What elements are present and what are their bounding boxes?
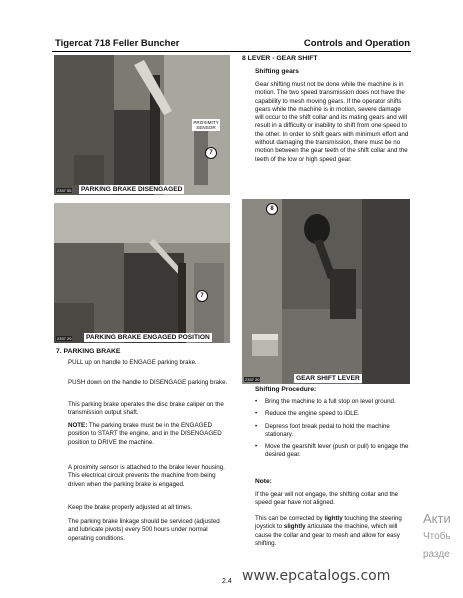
photo-image bbox=[242, 199, 410, 384]
parking-brake-disengage: PUSH down on the handle to DISENGAGE parking brake. bbox=[68, 379, 228, 386]
callout-7: 7 bbox=[196, 290, 208, 302]
brake-service-text: The parking brake linkage should be serviced (adjusted and lubricate pivots) every 500 hours under normal operating conditions. bbox=[68, 518, 220, 542]
note-label: Note: bbox=[255, 478, 272, 485]
parking-brake-engage: PULL up on handle to ENGAGE parking brake. bbox=[68, 359, 197, 366]
step-item: • Depress foot break pedal to hold the machine stationary. bbox=[254, 423, 414, 440]
figure-caption: PARKING BRAKE ENGAGED POSITION bbox=[86, 334, 210, 341]
brake-adjust-text: Keep the brake properly adjusted at all times. bbox=[68, 504, 193, 511]
note-text: The parking brake must be in the ENGAGED position to START the engine, and in the DISENGAGED position to DRIVE the machine. bbox=[68, 422, 222, 446]
callout-8: 8 bbox=[266, 203, 278, 215]
callout-7: 7 bbox=[205, 147, 217, 159]
gear-correction-text bbox=[255, 515, 413, 548]
header-divider bbox=[52, 51, 411, 52]
figure-code: 2337 20 bbox=[57, 336, 72, 341]
shifting-steps bbox=[254, 398, 414, 464]
shifting-procedure-title: Shifting Procedure: bbox=[255, 386, 317, 393]
step-item: • Bring the machine to a full stop on level ground. bbox=[254, 398, 414, 406]
section-7-title: 7. PARKING BRAKE bbox=[56, 348, 121, 355]
correction-part: articulate the machine, which will cause the collar and gear to mesh and allow for easy shifting. bbox=[255, 523, 400, 547]
note-label: NOTE: bbox=[68, 422, 88, 429]
photo-image bbox=[54, 203, 230, 343]
proximity-sensor-label: PROXIMITY SENSOR bbox=[193, 120, 219, 130]
watermark-line2: Чтобь bbox=[423, 531, 451, 542]
photo-parking-brake-engaged bbox=[54, 203, 230, 343]
page-number: 2.4 bbox=[222, 578, 232, 585]
step-item: • Move the gearshift lever (push or pull) to engage the desired gear. bbox=[254, 443, 414, 460]
proximity-sensor-text: A proximity sensor is attached to the brake lever housing. This electrical circuit prevents the machine from being driven when the parking brake is engaged. bbox=[68, 464, 225, 488]
shifting-gears-text: Gear shifting must not be done while the machine is in motion. The two speed transmission does not have the capability to mesh moving gears. If the operator shifts gears while the machine is in motion, severe damage will occur to the shift collar and its mating gears and will result in a difficulty or inability to shift from one speed to the other. In order to shift gears with minimum effort and without damaging the transmission, there must be no motion between the gear teeth of the shift collar and the teeth of the low or high speed gear. bbox=[255, 81, 409, 163]
parking-brake-note bbox=[68, 422, 230, 447]
watermark-url: www.epcatalogs.com bbox=[242, 568, 391, 584]
photo-gear-shift-lever bbox=[242, 199, 410, 384]
step-item: • Reduce the engine speed to IDLE. bbox=[254, 410, 414, 418]
correction-part: touching the steering joystick to bbox=[255, 515, 402, 531]
figure-code: 2337 55 bbox=[57, 188, 72, 193]
gear-note-text: If the gear will not engage, the shifting collar and the speed gear have not aligned. bbox=[255, 491, 399, 507]
section-8-title: 8 LEVER - GEAR SHIFT bbox=[242, 55, 318, 62]
correction-part: This can be corrected by bbox=[255, 515, 325, 522]
section-title: Controls and Operation bbox=[303, 38, 410, 49]
figure-caption: GEAR SHIFT LEVER bbox=[296, 375, 360, 382]
document-title: Tigercat 718 Feller Buncher bbox=[55, 38, 180, 49]
figure-caption: PARKING BRAKE DISENGAGED bbox=[81, 186, 183, 193]
watermark-line1: Акти bbox=[423, 511, 451, 526]
figure-code: 2337 20 bbox=[245, 377, 260, 382]
correction-bold: lightly bbox=[324, 515, 343, 522]
watermark-line3: разде bbox=[423, 549, 450, 560]
correction-bold: slightly bbox=[283, 523, 306, 531]
parking-brake-description: This parking brake operates the disc brake caliper on the transmission output shaft. bbox=[68, 401, 224, 417]
shifting-gears-title: Shifting gears bbox=[255, 68, 299, 75]
photo-parking-brake-disengaged bbox=[54, 55, 230, 195]
